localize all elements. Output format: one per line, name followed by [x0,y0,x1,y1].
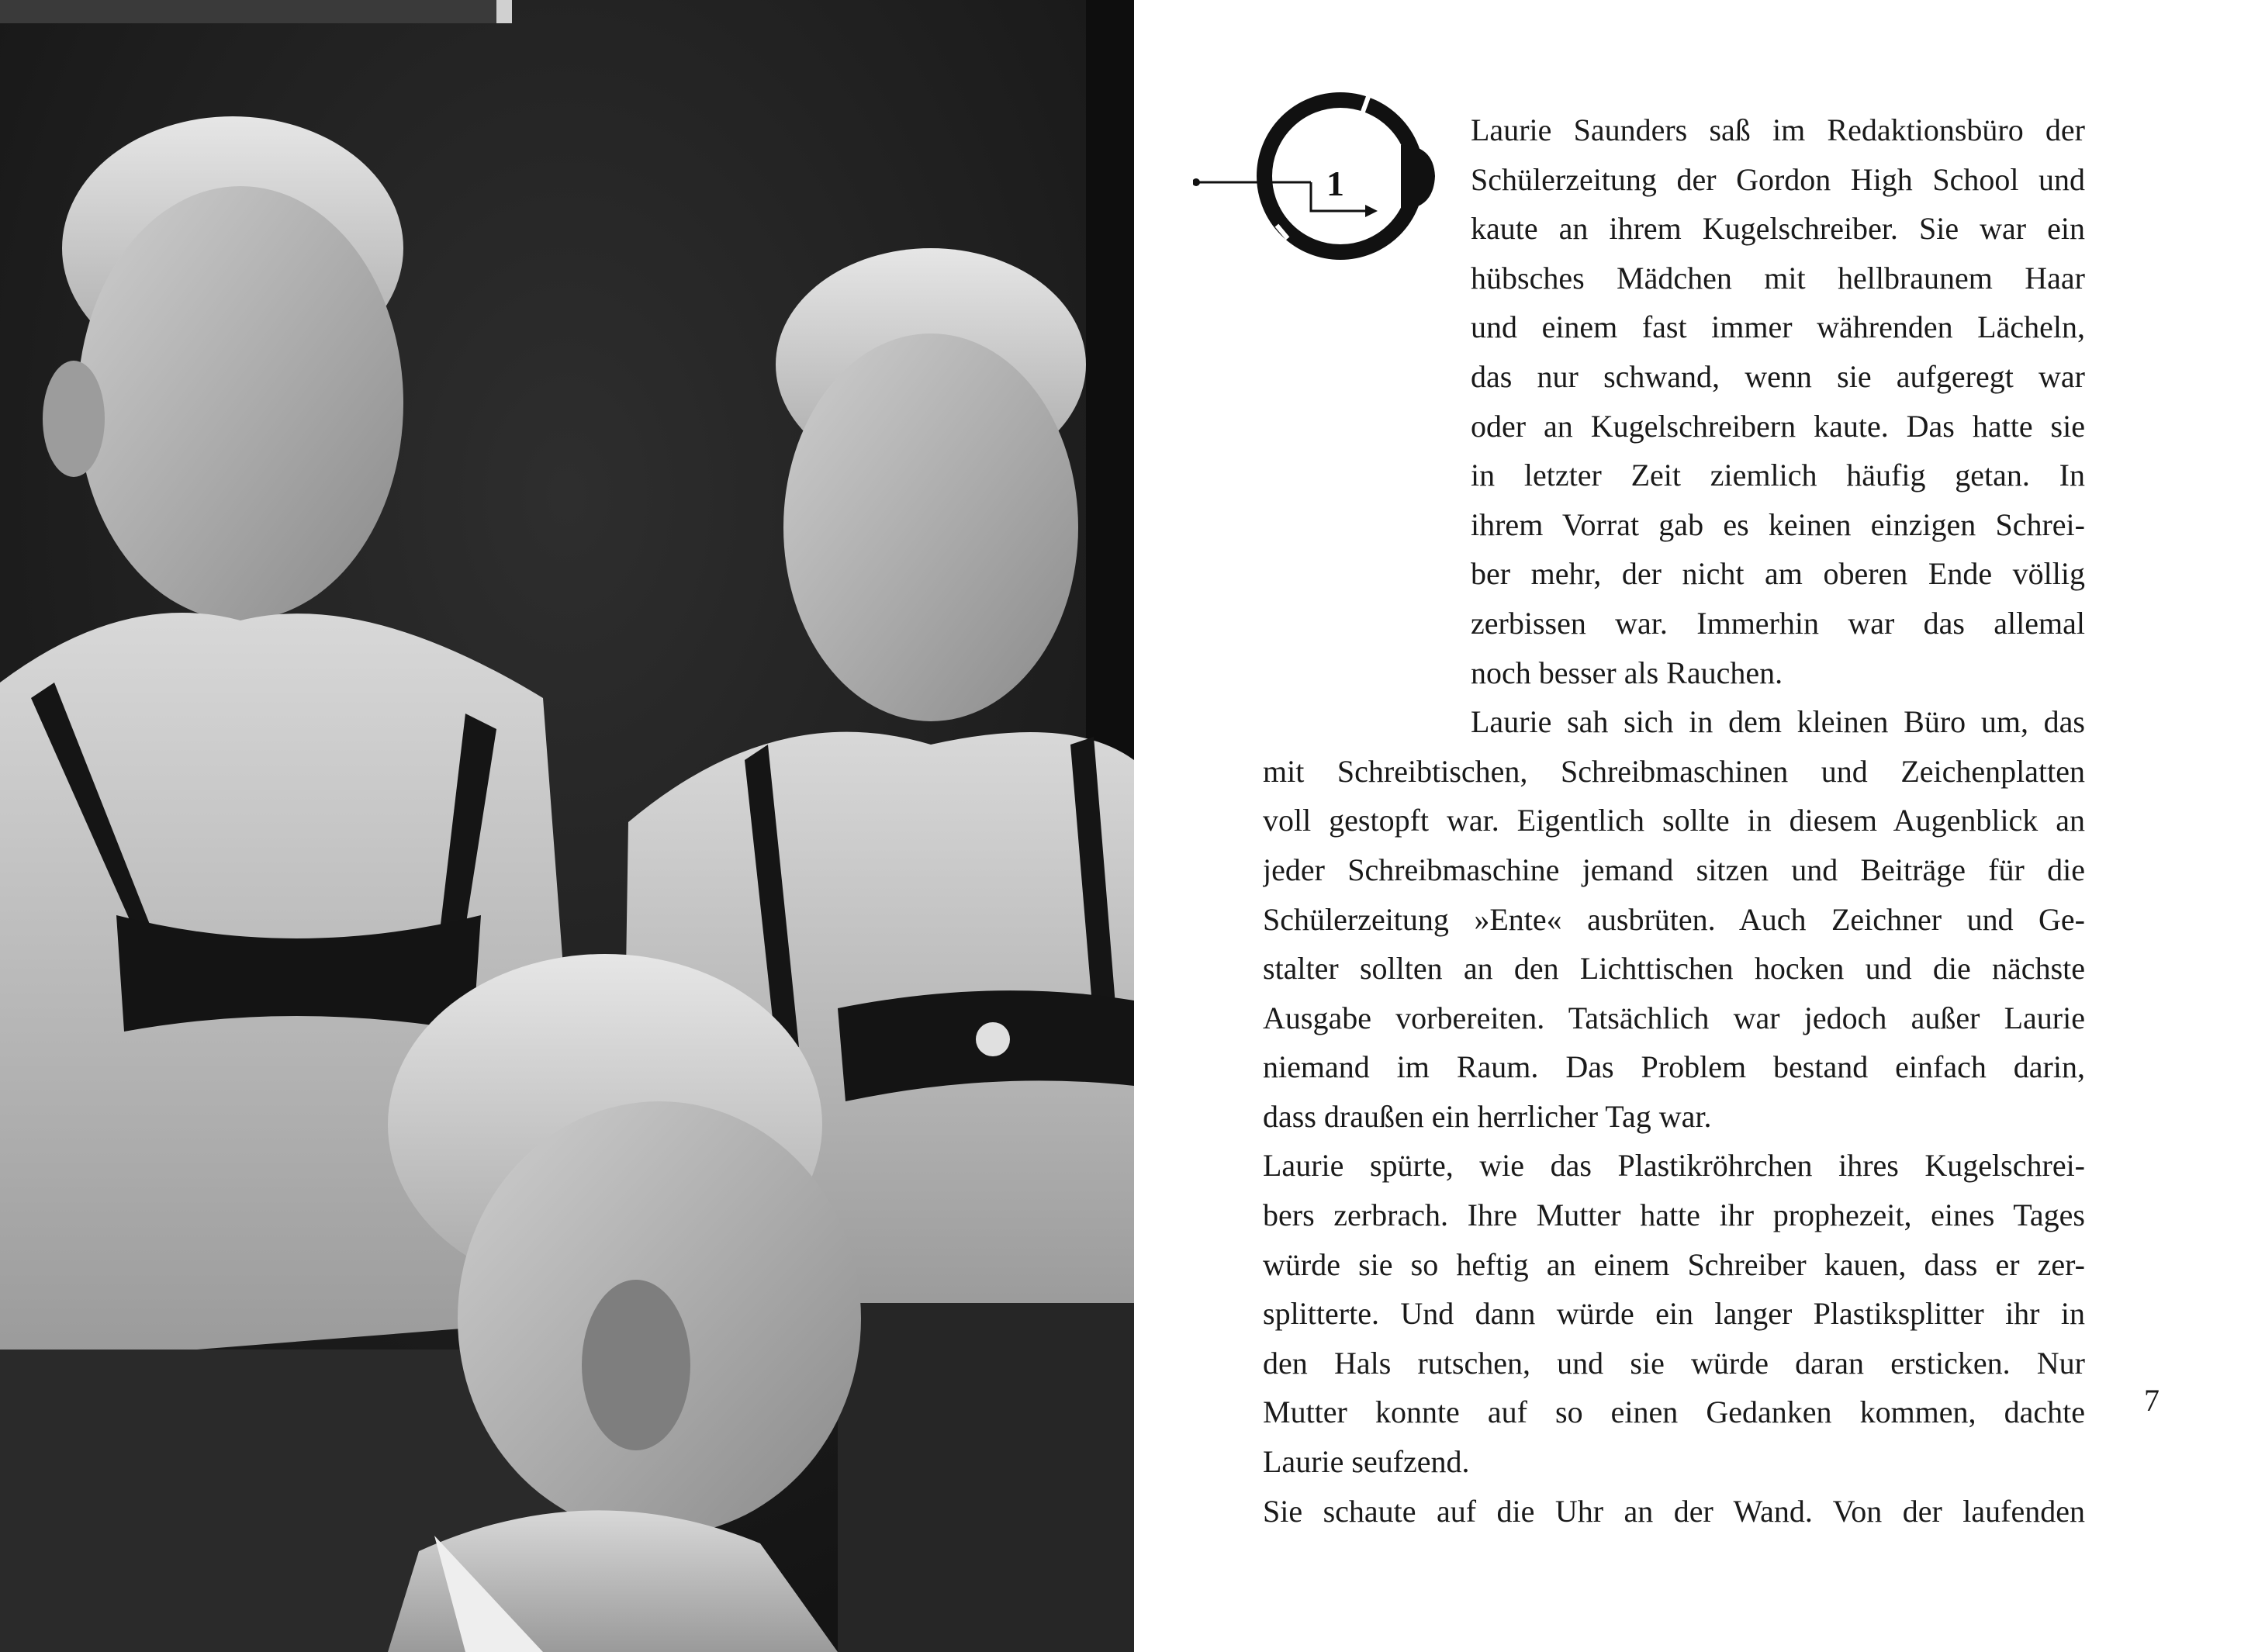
text-line: splitterte. Und dann würde ein langer Plastiksplitter ihr in [1263,1296,2085,1332]
text-line: zerbissen war. Immerhin war das allemal [1471,605,2085,641]
text-line: dass draußen ein herrlicher Tag war. [1263,1098,1712,1134]
text-line: oder an Kugelschreibern kaute. Das hatte sie [1471,408,2085,444]
text-line: Laurie sah sich in dem kleinen Büro um, das [1471,704,2085,740]
text-line: noch besser als Rauchen. [1471,655,1783,690]
text-line: kaute an ihrem Kugelschreiber. Sie war ein [1471,211,2085,247]
text-line: in letzter Zeit ziemlich häufig getan. In [1471,458,2085,493]
text-line: ber mehr, der nicht am oberen Ende völlig [1471,556,2085,592]
text-line: niemand im Raum. Das Problem bestand einfach darin, [1263,1049,2085,1085]
boy-left-face [78,186,403,620]
text-line: mit Schreibtischen, Schreibmaschinen und Zeichenplatten [1263,753,2085,789]
text-line: hübsches Mädchen mit hellbraunem Haar [1471,260,2085,295]
text-line: jeder Schreibmaschine jemand sitzen und Beiträge für die [1263,852,2085,887]
text-line: und einem fast immer währenden Lächeln, [1471,309,2085,345]
text-line: Mutter konnte auf so einen Gedanken kommen, dachte [1263,1395,2085,1430]
text-line: Laurie Saunders saß im Redaktionsbüro der [1471,112,2085,147]
text-line: Sie schaute auf die Uhr an der Wand. Von der laufenden [1263,1493,2085,1529]
text-line: Schülerzeitung der Gordon High School und [1471,161,2085,197]
chapter-body-text [1263,105,2085,1536]
text-line: würde sie so heftig an einem Schreiber kauen, dass er zer- [1263,1246,2085,1282]
text-line: Schülerzeitung »Ente« ausbrüten. Auch Zeichner und Ge- [1263,901,2085,937]
text-line: Ausgabe vorbereiten. Tatsächlich war jedoch außer Laurie [1263,1000,2085,1035]
boy-right-face [783,334,1078,721]
chapter-number: 1 [1326,164,1344,203]
page-number: 7 [2144,1383,2160,1418]
text-line: bers zerbrach. Ihre Mutter hatte ihr prophezeit, eines Tages [1263,1198,2085,1233]
text-line: ihrem Vorrat gab es keinen einzigen Schrei- [1471,506,2085,542]
text-line: stalter sollten an den Lichttischen hocken und die nächste [1263,951,2085,987]
text-line: den Hals rutschen, und sie würde daran ersticken. Nur [1263,1345,2085,1381]
text-line: voll gestopft war. Eigentlich sollte in diesem Augenblick an [1263,803,2085,838]
text-line: das nur schwand, wenn sie aufgeregt war [1471,358,2085,394]
text-line: Laurie seufzend. [1263,1444,1470,1480]
text-line: Laurie spürte, wie das Plastikröhrchen ihres Kugelschrei- [1263,1148,2085,1184]
